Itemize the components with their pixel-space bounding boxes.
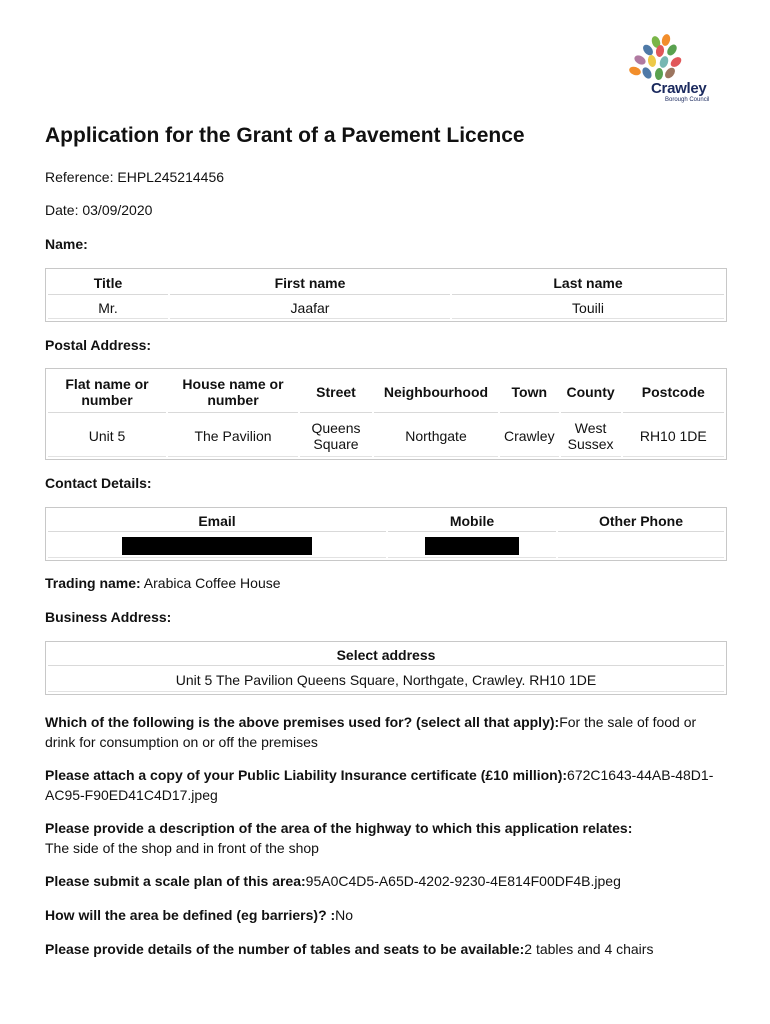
contact-table (45, 507, 727, 561)
question-insurance (45, 765, 725, 805)
question-area-description (45, 818, 725, 858)
question-answer: 672C1643-44AB-48D1-AC95-F90ED41C4D17.jpeg (45, 767, 714, 803)
table-cell: Touili (452, 297, 724, 319)
postal-address-table (45, 368, 727, 460)
question-answer: 2 tables and 4 chairs (524, 941, 654, 957)
trading-name-value: Arabica Coffee House (140, 575, 281, 591)
table-cell: Unit 5 The Pavilion Queens Square, Northgate, Crawley. RH10 1DE (48, 668, 724, 692)
question-label: Please submit a scale plan of this area: (45, 873, 306, 889)
table-cell: Jaafar (170, 297, 450, 319)
table-cell: West Sussex (561, 415, 621, 457)
logo-subtitle: Borough Council (665, 97, 710, 103)
table-cell: Mr. (48, 297, 168, 319)
page-title: Application for the Grant of a Pavement Licence (45, 124, 525, 147)
column-header: Postcode (623, 371, 724, 413)
column-header: Other Phone (558, 510, 724, 532)
question-area-defined (45, 905, 725, 925)
business-address-table (45, 641, 727, 695)
trading-name-line (45, 575, 281, 591)
reference-text: Reference: EHPL245214456 (45, 169, 225, 185)
column-header: Neighbourhood (374, 371, 498, 413)
question-label: Please provide details of the number of tables and seats to be available: (45, 941, 525, 957)
column-header: Title (48, 271, 168, 295)
table-cell (48, 534, 386, 558)
column-header: Mobile (388, 510, 556, 532)
table-cell: Crawley (500, 415, 559, 457)
table-cell: Unit 5 (48, 415, 166, 457)
table-row (48, 297, 724, 319)
table-cell: Queens Square (300, 415, 372, 457)
redacted-email (122, 537, 312, 555)
column-header: House name or number (168, 371, 298, 413)
table-row (48, 415, 724, 457)
question-answer: 95A0C4D5-A65D-4202-9230-4E814F00DF4B.jpeg (305, 873, 621, 889)
column-header: Email (48, 510, 386, 532)
logo-wordmark: Crawley (651, 80, 707, 97)
column-header: First name (170, 271, 450, 295)
name-heading: Name: (45, 236, 88, 252)
contact-details-heading: Contact Details: (45, 475, 152, 491)
date-text: Date: 03/09/2020 (45, 202, 153, 218)
question-answer: No (335, 907, 354, 923)
question-premises-use (45, 712, 725, 752)
postal-address-heading: Postal Address: (45, 337, 152, 353)
table-row (48, 534, 724, 558)
column-header: Street (300, 371, 372, 413)
business-address-heading: Business Address: (45, 609, 172, 625)
table-cell: Northgate (374, 415, 498, 457)
question-scale-plan (45, 871, 725, 891)
question-label: Please attach a copy of your Public Liability Insurance certificate (£10 million): (45, 767, 568, 783)
redacted-mobile (425, 537, 519, 555)
question-label: How will the area be defined (eg barriers)? : (45, 907, 336, 923)
column-header: Last name (452, 271, 724, 295)
column-header: Select address (48, 644, 724, 666)
question-answer: The side of the shop and in front of the shop (45, 840, 319, 856)
question-label: Please provide a description of the area of the highway to which this application relates: (45, 820, 633, 836)
table-cell: RH10 1DE (623, 415, 724, 457)
table-cell (388, 534, 556, 558)
name-table (45, 268, 727, 322)
table-cell (558, 534, 724, 558)
question-label: Which of the following is the above premises used for? (select all that apply): (45, 714, 560, 730)
column-header: Town (500, 371, 559, 413)
column-header: County (561, 371, 621, 413)
question-tables-seats (45, 939, 725, 959)
table-row (48, 668, 724, 692)
question-answer: For the sale of food or drink for consumption on or off the premises (45, 714, 697, 750)
trading-name-label: Trading name: (45, 575, 141, 591)
column-header: Flat name or number (48, 371, 166, 413)
table-cell: The Pavilion (168, 415, 298, 457)
